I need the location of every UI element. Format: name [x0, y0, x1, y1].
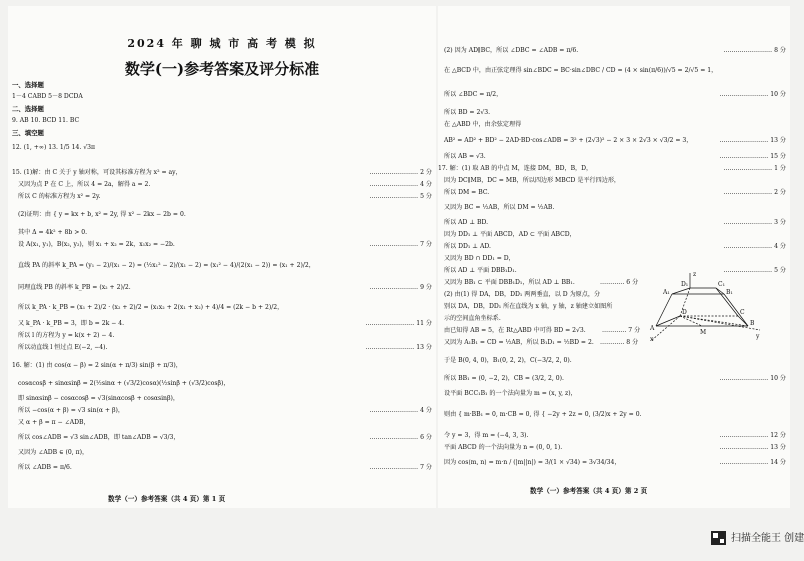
section-heading: 三、填空题: [12, 129, 44, 137]
solution-line: 所以 l 的方程为 y = k(x + 2) − 4.: [18, 332, 115, 339]
score-points: …………………… 4 分: [369, 407, 432, 414]
solution-line: 1－4 CABD 5－8 DCDA: [12, 93, 83, 100]
solution-line: 示的空间直角坐标系.: [444, 315, 501, 322]
figure-axis-label-y: y: [756, 333, 760, 340]
solution-line: 所以动直线 l 恒过点 E(−2, −4).: [18, 344, 108, 351]
solution-line: 直线 PA 的斜率 k_PA = (y₁ − 2)/(x₁ − 2) = (½x₁² − 2)/(x₁ − 2) = (x₁² − 4)/(2(x₁ − 2)) = (x₁ + 2)/2，: [18, 262, 315, 269]
score-points-inline: ………… 8 分: [600, 339, 639, 346]
figure-label-d1: D₁: [681, 281, 689, 288]
solution-line: 所以 DD₁ ⊥ AD.: [444, 243, 491, 250]
solution-line: 令 y = 3，得 m = (−4, 3, 3).: [444, 432, 529, 439]
figure-label-c1: C₁: [718, 281, 725, 288]
edge-aa1: [656, 294, 672, 326]
score-points: …………………… 11 分: [365, 320, 432, 327]
solution-line: 所以 AD ⊥ BD.: [444, 219, 489, 226]
solution-line: 所以 −cos(α + β) = √3 sin(α + β)，: [18, 407, 124, 414]
solution-line: 又因为 BC = ½AB，所以 DM = ½AB.: [444, 204, 555, 211]
score-points: …………………… 13 分: [365, 344, 432, 351]
figure-label-c: C: [740, 309, 745, 316]
score-points: …………………… 14 分: [719, 459, 786, 466]
score-points: …………………… 5 分: [369, 193, 432, 200]
score-points: …………………… 1 分: [723, 165, 786, 172]
figure-label-b1: B₁: [726, 289, 733, 296]
solution-line: 所以 ∠BDC = π/2，: [444, 91, 503, 98]
score-points-inline: ………… 6 分: [600, 279, 639, 286]
solution-line: 同理直线 PB 的斜率 k_PB = (x₂ + 2)/2.: [18, 284, 131, 291]
solution-line: 16. 解：(1) 由 cos(α − β) = 2 sin(α + π/3) sin(β + π/3)，: [12, 362, 182, 369]
solution-line: AB² = AD² + BD² − 2AD·BD·cos∠ADB = 3² + (2√3)² − 2 × 3 × 2√3 × √3/2 = 3，: [444, 137, 693, 144]
frustum-figure: [650, 270, 762, 342]
score-points: …………………… 5 分: [723, 267, 786, 274]
solution-line: 在 △ABD 中，由余弦定理得: [444, 121, 522, 128]
solution-line: 设平面 BCC₁B₁ 的一个法向量为 m = (x, y, z)，: [444, 390, 577, 397]
solution-line: 又 k_PA · k_PB = 3，即 b = 2k − 4.: [18, 320, 125, 327]
axis-y: [680, 316, 760, 330]
solution-line: 则由 { m·BB₁ = 0, m·CB = 0, 得 { −2y + 2z = 0, (3/2)x + 2y = 0.: [444, 411, 642, 418]
page-1: [8, 6, 436, 508]
solution-line: 由已知得 AB = 5，在 Rt△ABD 中可得 BD = 2√3.: [444, 327, 586, 334]
solution-line: 其中 Δ = 4k² + 8b > 0.: [18, 229, 88, 236]
score-points: …………………… 4 分: [369, 181, 432, 188]
score-points: …………………… 8 分: [723, 47, 786, 54]
solution-line: 在 △BCD 中，由正弦定理得 sin∠BDC = BC·sin∠DBC / CD = (4 × sin(π/6))/√5 = 2/√5 = 1，: [444, 67, 718, 74]
solution-line: cosαcosβ + sinαsinβ = 2(½sinα + (√3/2)cosα)(½sinβ + (√3/2)cosβ)，: [18, 380, 230, 387]
page-1-footer: 数学（一）参考答案（共 4 页）第 1 页: [108, 495, 226, 503]
score-points: …………………… 7 分: [369, 464, 432, 471]
score-points: …………………… 6 分: [369, 434, 432, 441]
solution-line: 又因为 A₁B₁ = CD = ½AB，所以 B₁D₁ = ½BD = 2.: [444, 339, 594, 346]
score-points: …………………… 15 分: [719, 153, 786, 160]
page-2: [438, 6, 790, 508]
solution-line: (2) 由(1) 得 DA，DB，DD₁ 两两垂直，以 D 为原点，分: [444, 291, 601, 298]
score-points: …………………… 2 分: [723, 189, 786, 196]
axis-x: [652, 316, 680, 340]
score-points: …………………… 10 分: [719, 375, 786, 382]
score-points: …………………… 7 分: [369, 241, 432, 248]
section-heading: 一、选择题: [12, 81, 44, 89]
solution-line: 设 A(x₁, y₁)，B(x₂, y₂)，则 x₁ + x₂ = 2k，x₁x₂ = −2b.: [18, 241, 175, 248]
score-points: …………………… 13 分: [719, 444, 786, 451]
solution-line: 所以 AB = √3.: [444, 153, 486, 160]
solution-line: 所以 C 的标准方程为 x² = 2y.: [18, 193, 101, 200]
solution-line: (2) 因为 AD∥BC，所以 ∠DBC = ∠ADB = π/6.: [444, 47, 579, 54]
edge-ad: [656, 316, 680, 326]
figure-label-a: A: [650, 325, 655, 332]
figure-label-m: M: [700, 329, 707, 336]
figure-label-d: D: [682, 309, 687, 316]
figure-label-b: B: [750, 320, 755, 327]
score-points: …………………… 4 分: [723, 243, 786, 250]
score-points: …………………… 2 分: [369, 169, 432, 176]
score-points: …………………… 9 分: [369, 284, 432, 291]
solution-line: 又因为点 P 在 C 上，所以 4 = 2a，解得 a = 2.: [18, 181, 151, 188]
watermark-text: 扫描全能王 创建: [731, 533, 804, 544]
solution-line: 即 sinαsinβ − cosαcosβ = √3(sinαcosβ + cosαsinβ)，: [18, 395, 179, 402]
solution-line: 因为 cos⟨m, n⟩ = m·n / (|m||n|) = 3/(1 × √34) = 3√34/34，: [444, 459, 621, 466]
solution-line: 所以 ∠ADB = π/6.: [18, 464, 72, 471]
page-2-footer: 数学（一）参考答案（共 4 页）第 2 页: [530, 487, 648, 495]
solution-line: 因为 DD₁ ⊥ 平面 ABCD，AD ⊂ 平面 ABCD，: [444, 231, 576, 238]
solution-line: 别以 DA，DB，DD₁ 所在直线为 x 轴，y 轴，z 轴建立如图所: [444, 303, 613, 310]
score-points-inline: ………… 7 分: [602, 327, 641, 334]
solution-line: 所以 k_PA · k_PB = (x₁ + 2)/2 · (x₂ + 2)/2 = (x₁x₂ + 2(x₁ + x₂) + 4)/4 = (2k − b + 2)/2，: [18, 304, 284, 311]
solution-line: 所以 AD ⊥ 平面 DBB₁D₁.: [444, 267, 517, 274]
section-heading: 二、选择题: [12, 105, 44, 113]
document-title: 2024 年 聊 城 市 高 考 模 拟: [127, 37, 317, 50]
score-points: …………………… 10 分: [719, 91, 786, 98]
score-points: …………………… 13 分: [719, 137, 786, 144]
solution-line: 因为 DC∥MB，DC = MB，所以四边形 MBCD 是平行四边形，: [444, 177, 621, 184]
solution-line: 12. (1, +∞) 13. 1/5 14. √3π: [12, 144, 96, 151]
solution-line: 9. AB 10. BCD 11. BC: [12, 117, 80, 124]
solution-line: 所以 cos∠ADB = √3 sin∠ADB，即 tan∠ADB = √3/3，: [18, 434, 180, 441]
edge-a1d1: [672, 288, 690, 294]
solution-line: 又因为 ∠ADB ∈ (0, π)，: [18, 449, 89, 456]
score-points: …………………… 12 分: [719, 432, 786, 439]
solution-line: 17. 解：(1) 取 AB 的中点 M，连接 DM，BD，B，D，: [438, 165, 593, 172]
solution-line: (2)证明：由 { y = kx + b, x² = 2y, 得 x² − 2kx − 2b = 0.: [18, 211, 186, 218]
solution-line: 又 α + β = π − ∠ADB，: [18, 419, 90, 426]
solution-line: 于是 B(0, 4, 0)，B₁(0, 2, 2)，C(−3/2, 2, 0).: [444, 357, 572, 364]
score-points: …………………… 3 分: [723, 219, 786, 226]
solution-line: 所以 BD = 2√3.: [444, 109, 491, 116]
figure-axis-label-z: z: [693, 271, 697, 278]
figure-label-a1: A₁: [663, 289, 670, 296]
figure-axis-label-x: x: [650, 336, 654, 343]
solution-line: 平面 ABCD 的一个法向量为 n = (0, 0, 1).: [444, 444, 563, 451]
solution-line: 又因为 BB₁ ⊂ 平面 DBB₁D₁，所以 AD ⊥ BB₁.: [444, 279, 575, 286]
solution-line: 所以 BB₁ = (0, −2, 2)，CB = (3/2, 2, 0).: [444, 375, 564, 382]
solution-line: 15. (1)解：由 C 关于 y 轴对称，可设其标准方程为 x² = ay，: [12, 169, 182, 176]
document-subtitle: 数学(一)参考答案及评分标准: [124, 60, 320, 78]
solution-line: 所以 DM = BC.: [444, 189, 490, 196]
solution-line: 又因为 BD ∩ DD₁ = D，: [444, 255, 515, 262]
camscanner-logo-icon: [711, 531, 726, 545]
